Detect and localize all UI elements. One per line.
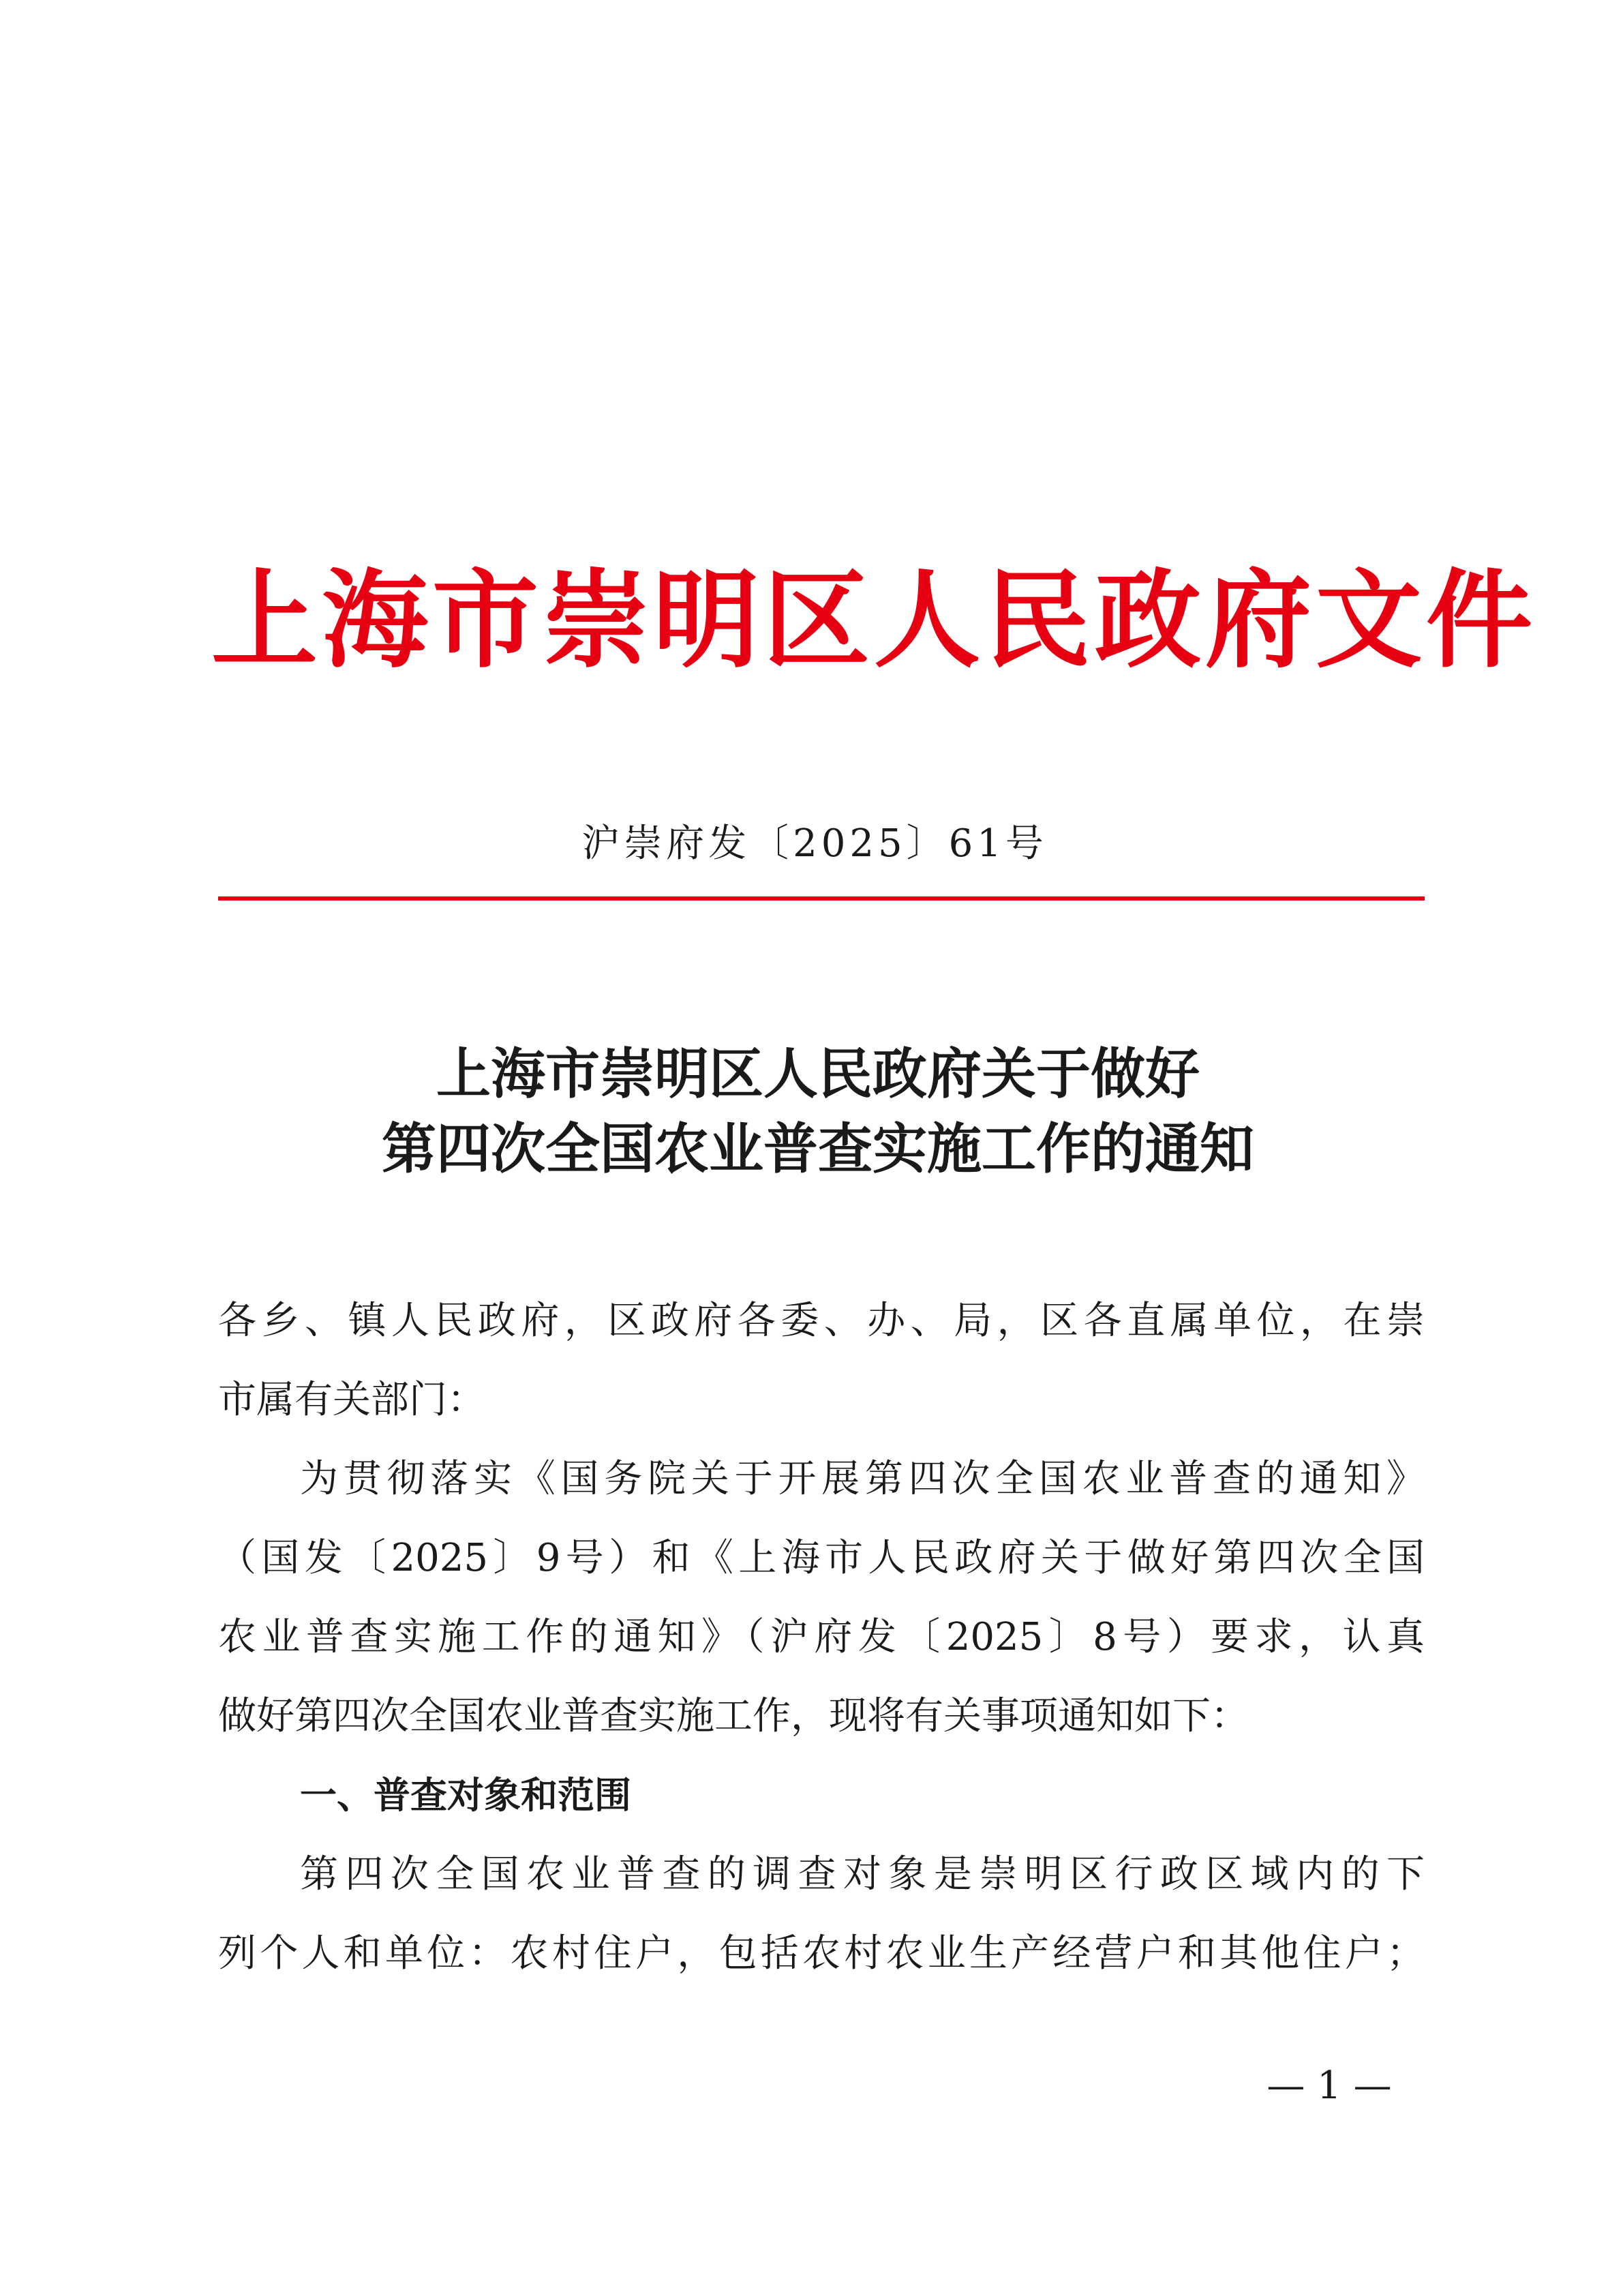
masthead-title: 上海市崇明区人民政府文件 <box>211 558 1536 682</box>
paragraph-line: 农业普查实施工作的通知》（沪府发〔2025〕8号）要求，认真 <box>218 1615 1425 1659</box>
document-title-line: 上海市崇明区人民政府关于做好 <box>436 1042 1200 1106</box>
document-body <box>218 1282 1425 1993</box>
paragraph-line: 做好第四次全国农业普查实施工作，现将有关事项通知如下： <box>218 1694 1249 1738</box>
page-number: — 1 — <box>1266 2064 1392 2108</box>
paragraph-line: 第四次全国农业普查的调查对象是崇明区行政区域内的下 <box>300 1852 1425 1897</box>
document-title-line: 第四次全国农业普查实施工作的通知 <box>382 1117 1254 1181</box>
paragraph-line: 列个人和单位：农村住户，包括农村农业生产经营户和其他住户； <box>218 1931 1425 1976</box>
section-heading: 一、普查对象和范围 <box>300 1774 631 1817</box>
addressee-line: 市属有关部门： <box>218 1378 485 1422</box>
paragraph-line: 为贯彻落实《国务院关于开展第四次全国农业普查的通知》 <box>300 1457 1425 1501</box>
red-separator-rule <box>218 896 1425 901</box>
paragraph-line: （国发〔2025〕9号）和《上海市人民政府关于做好第四次全国 <box>218 1536 1425 1580</box>
document-title <box>211 1036 1425 1186</box>
addressee-line: 各乡、镇人民政府，区政府各委、办、局，区各直属单位，在崇 <box>218 1299 1425 1343</box>
document-number: 沪崇府发〔2025〕61号 <box>581 821 1048 866</box>
